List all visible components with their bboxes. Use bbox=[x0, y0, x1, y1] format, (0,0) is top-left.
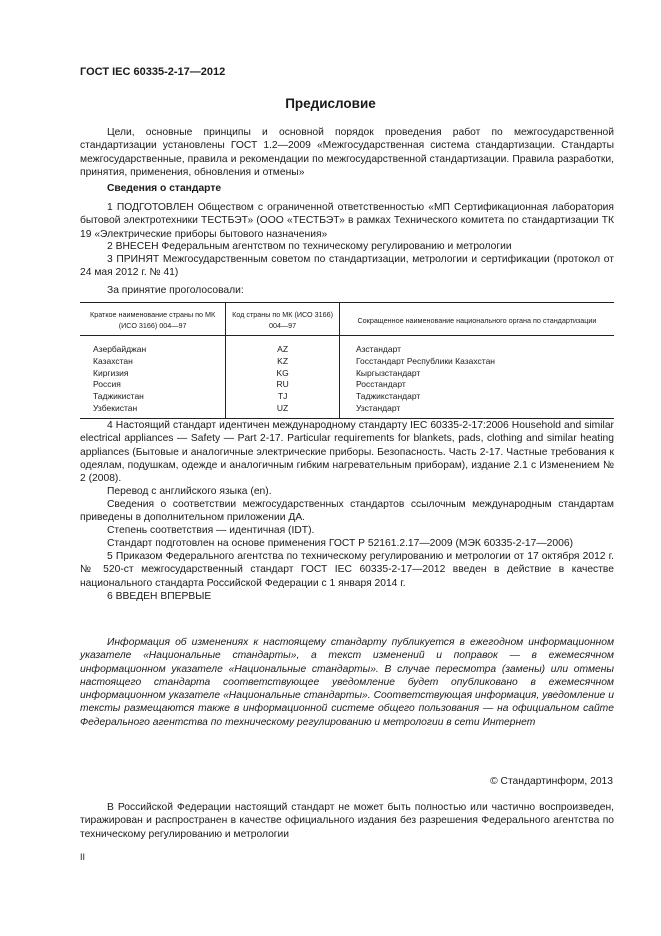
vote-label: За принятие проголосовали: bbox=[107, 285, 244, 296]
header-national-body: Сокращенное наименование национального органа по стандартизации bbox=[339, 303, 614, 336]
table-row bbox=[80, 356, 614, 368]
cell-country: Казахстан bbox=[93, 355, 133, 366]
table-header-row bbox=[80, 303, 614, 336]
legal-paragraph: В Российской Федерации настоящий стандарт не может быть полностью или частично воспроизведен, тиражирован и распространен в качестве официального издания без разрешения Федерального агентства по техническому регулированию и метрологии bbox=[80, 802, 614, 840]
item-2-line: 2 ВНЕСЕН Федеральным агентством по техническому регулированию и метрологии bbox=[107, 241, 512, 252]
cell-body: Таджикстандарт bbox=[339, 391, 614, 403]
header-country-code: Код страны по МК (ИСО 3166) 004—97 bbox=[226, 303, 340, 336]
table-row bbox=[80, 379, 614, 391]
item-4-paragraph: 4 Настоящий стандарт идентичен международному стандарту IEC 60335-2-17:2006 Household and similar electrical appliances — Safety — Part 2-17. Particular requirements for blankets, pads, clothing and similar heating appliances (Бытовые и аналогичные электрические приборы. Безопасность. Часть 2-17. Частные требования к одеялам, подушкам, одежде и аналогичным гибким нагревательным приборам), издание 2.1 с Изменением № 2 (2008). bbox=[80, 420, 614, 485]
header-country-name: Краткое наименование страны по МК (ИСО 3166) 004—97 bbox=[80, 303, 226, 336]
cell-code: AZ bbox=[226, 336, 340, 356]
conformity-degree-line: Степень соответствия — идентичная (IDT). bbox=[107, 525, 315, 536]
cell-country: Таджикистан bbox=[93, 391, 144, 402]
page-title: Предисловие bbox=[285, 96, 376, 111]
cell-code: KZ bbox=[226, 356, 340, 368]
cell-country: Узбекистан bbox=[80, 403, 226, 418]
intro-paragraph: Цели, основные принципы и основной порядок проведения работ по межгосударственной стандартизации установлены ГОСТ 1.2—2009 «Межгосударственная система стандартизации. Стандарты межгосударственные, правила и рекомендации по межгосударственной стандартизации. Правила разработки, принятия, применения, обновления и отмены» bbox=[80, 127, 614, 178]
references-paragraph: Сведения о соответствии межгосударственных стандартов ссылочным международным стандартам приведены в дополнительном приложении ДА. bbox=[80, 499, 614, 524]
cell-body: Госстандарт Республики Казахстан bbox=[339, 356, 614, 368]
table-row bbox=[80, 403, 614, 418]
cell-country: Россия bbox=[93, 379, 121, 390]
cell-code: KG bbox=[226, 368, 340, 380]
voting-table bbox=[80, 302, 614, 419]
cell-code: RU bbox=[226, 379, 340, 391]
item-5-paragraph: 5 Приказом Федерального агентства по техническому регулированию и метрологии от 17 октября 2012 г. № 520-ст межгосударственный стандарт ГОСТ IEC 60335-2-17—2012 введен в действие в качестве национального стандарта Российской Федерации с 1 января 2014 г. bbox=[80, 551, 614, 589]
copyright-line: © Стандартинформ, 2013 bbox=[490, 776, 613, 787]
cell-body: Росстандарт bbox=[339, 379, 614, 391]
basis-line: Стандарт подготовлен на основе применения ГОСТ Р 52161.2.17—2009 (МЭК 60335-2-17—2006) bbox=[107, 538, 574, 549]
cell-code: TJ bbox=[226, 391, 340, 403]
cell-country: Азербайджан bbox=[93, 344, 147, 354]
info-heading: Сведения о стандарте bbox=[107, 183, 222, 194]
cell-country: Киргизия bbox=[93, 367, 129, 378]
changes-notice: Информация об изменениях к настоящему стандарту публикуется в ежегодном информационном указателе «Национальные стандарты», а текст изменений и поправок — в ежемесячном информационном указателе «Национальные стандарты». В случае пересмотра (замены) или отмены настоящего стандарта соответствующее уведомление будет опубликовано в ежемесячном информационном указателе «Национальные стандарты». Соответствующая информация, уведомление и тексты размещаются также в информационной системе общего пользования — на официальном сайте Федерального агентства по техническому регулированию и метрологии в сети Интернет bbox=[80, 637, 614, 728]
table-row bbox=[80, 368, 614, 380]
page-number: II bbox=[80, 852, 86, 862]
document-code-header: ГОСТ IEC 60335-2-17—2012 bbox=[80, 66, 226, 78]
cell-code: UZ bbox=[226, 403, 340, 418]
cell-body: Узстандарт bbox=[339, 403, 614, 418]
item-6-line: 6 ВВЕДЕН ВПЕРВЫЕ bbox=[107, 591, 212, 602]
table-row bbox=[80, 391, 614, 403]
table-row bbox=[80, 336, 614, 356]
cell-body: Азстандарт bbox=[339, 336, 614, 356]
cell-body: Кыргызстандарт bbox=[339, 368, 614, 380]
item-3-paragraph: 3 ПРИНЯТ Межгосударственным советом по стандартизации, метрологии и сертификации (протокол от 24 мая 2012 г. № 41) bbox=[80, 254, 614, 279]
item-1-paragraph: 1 ПОДГОТОВЛЕН Обществом с ограниченной ответственностью «МП Сертификационная лаборатория бытовой электротехники ТЕСТБЭТ» (ООО «ТЕСТБЭТ» в рамках Технического комитета по стандартизации ТК 19 «Электрические приборы бытового назначения» bbox=[80, 202, 614, 240]
translation-line: Перевод с английского языка (en). bbox=[107, 486, 272, 497]
